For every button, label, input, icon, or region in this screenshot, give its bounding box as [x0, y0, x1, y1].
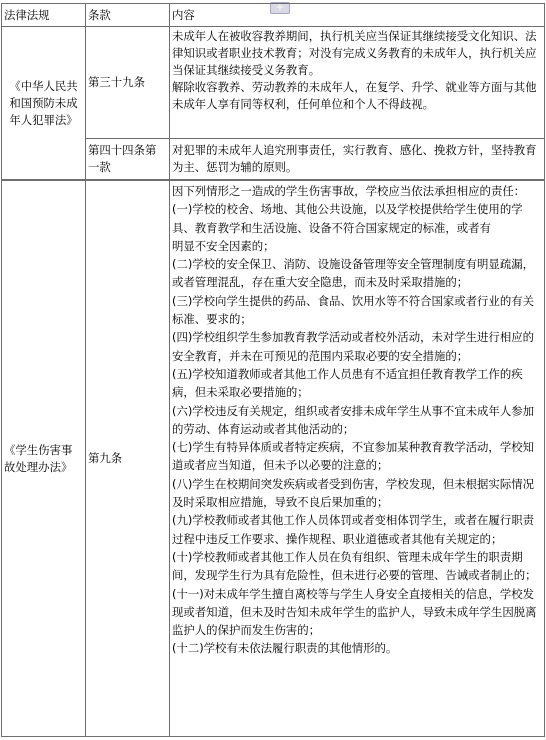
header-content: 内容	[170, 4, 545, 27]
lower-law-table	[1, 180, 545, 737]
table-row	[2, 181, 545, 737]
content-cell: 未成年人在被收容教养期间，执行机关应当保证其继续接受文化知识、法律知识或者职业技术教育；对没有完成义务教育的未成年人，执行机关应当保证其继续接受义务教育。 解除收容教养、劳动教养的未成年人，在复学、升学、就业等方面与其他未成年人享有同等权利，任何单位和个人不得歧视。	[170, 27, 545, 139]
plus-icon: +	[275, 2, 285, 13]
article-cell: 第四十四条第一款	[86, 139, 170, 180]
header-law: 法律法规	[2, 4, 86, 27]
upper-law-table	[1, 3, 545, 180]
content-cell: 对犯罪的未成年人追究刑事责任，实行教育、感化、挽救方针，坚持教育为主、惩罚为辅的原则。	[170, 139, 545, 180]
table-row	[2, 27, 545, 139]
article-cell: 第九条	[86, 181, 170, 737]
header-row	[2, 4, 545, 27]
header-article: 条款	[86, 4, 170, 27]
law-name-cell: 《学生伤害事故处理办法》	[2, 181, 86, 737]
article-cell: 第三十九条	[86, 27, 170, 139]
content-cell: 因下列情形之一造成的学生伤害事故，学校应当依法承担相应的责任： (一)学校的校舍、场地、其他公共设施，以及学校提供给学生使用的学具、教育教学和生活设施、设备不符合国家规定的标准，或者有 明显不安全因素的； (二)学校的安全保卫、消防、设施设备管理等安全管理制度有明显疏漏，或者管理混乱，存在重大安全隐患，而未及时采取措施的； (三)学校向学生提供的药品、食品、饮用水等不符合国家或者行业的有关标准、要求的； (四)学校组织学生参加教育教学活动或者校外活动，未对学生进行相应的安全教育，并未在可预见的范围内采取必要的安全措施的； (五)学校知道教师或者其他工作人员患有不适宜担任教育教学工作的疾病，但未采取必要措施的； (六)学校违反有关规定，组织或者安排未成年学生从事不宜未成年人参加的劳动、体育运动或者其他活动的； (七)学生有特异体质或者特定疾病，不宜参加某种教育教学活动，学校知道或者应当知道，但未予以必要的注意的； (八)学生在校期间突发疾病或者受到伤害，学校发现，但未根据实际情况及时采取相应措施，导致不良后果加重的； (九)学校教师或者其他工作人员体罚或者变相体罚学生，或者在履行职责过程中违反工作要求、操作规程、职业道德或者其他有关规定的； (十)学校教师或者其他工作人员在负有组织、管理未成年学生的职责期间，发现学生行为具有危险性，但未进行必要的管理、告诫或者制止的； (十一)对未成年学生擅自离校等与学生人身安全直接相关的信息，学校发现或者知道，但未及时告知未成年学生的监护人，导致未成年学生因脱离监护人的保护而发生伤害的； (十二)学校有未依法履行职责的其他情形的。	[170, 181, 545, 737]
law-name-cell: 《中华人民共和国预防未成年人犯罪法》	[2, 27, 86, 180]
